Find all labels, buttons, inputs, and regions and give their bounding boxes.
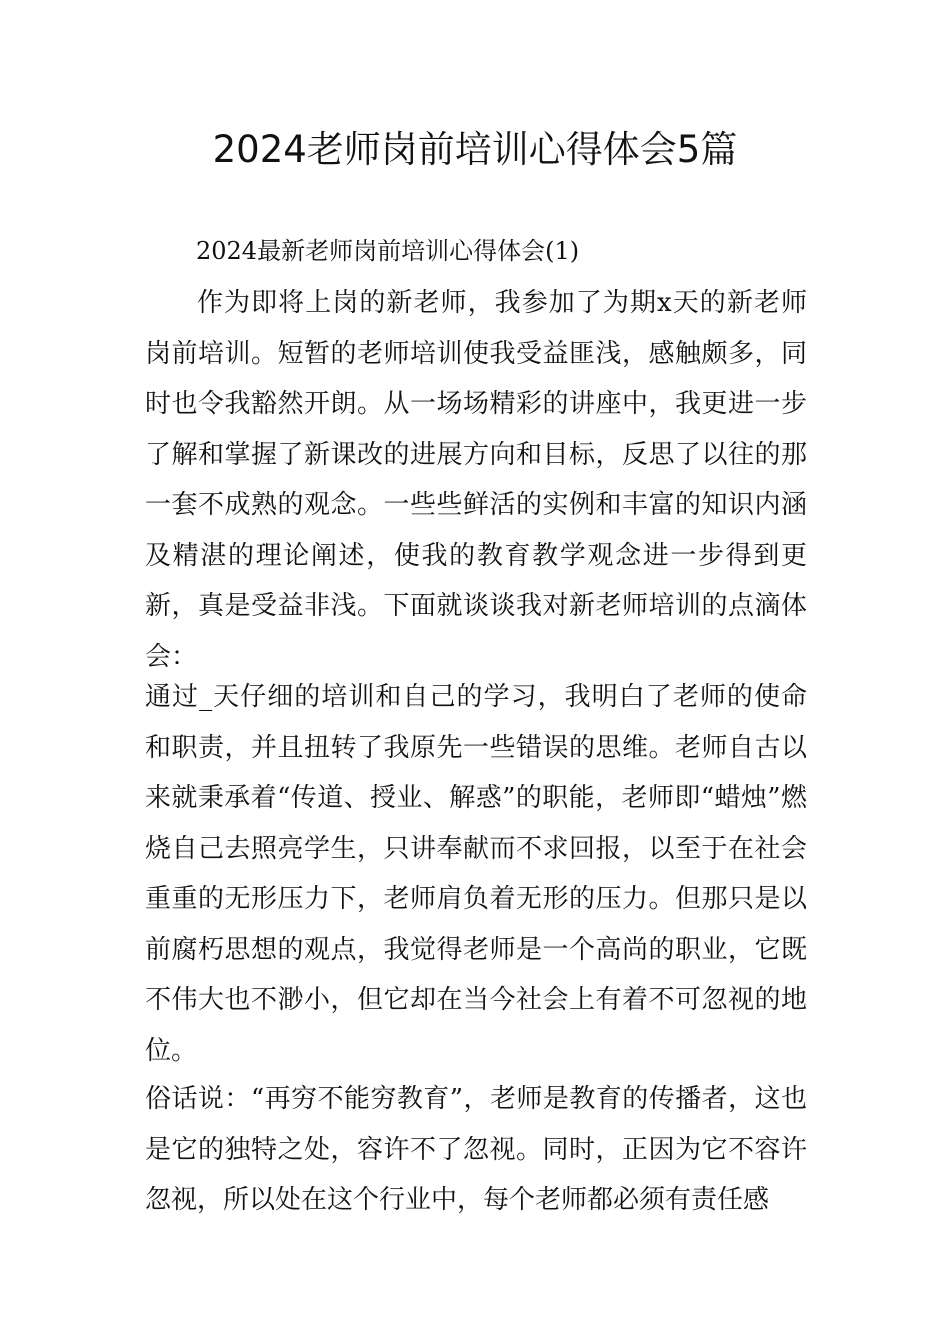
section-subtitle: 2024最新老师岗前培训心得体会(1) <box>196 237 580 265</box>
paragraph-mission: 通过_天仔细的培训和自己的学习，我明白了老师的使命和职责，并且扭转了我原先一些错误的思维。老师自古以来就秉承着“传道、授业、解惑”的职能，老师即“蜡烛”燃烧自己去照亮学生，只讲奉献而不求回报，以至于在社会重重的无形压力下，老师肩负着无形的压力。但那只是以前腐朽思想的观点，我觉得老师是一个高尚的职业，它既不伟大也不渺小，但它却在当今社会上有着不可忽视的地位。 <box>145 682 807 1066</box>
page-title: 2024老师岗前培训心得体会5篇 <box>212 128 738 171</box>
paragraph-proverb: 俗话说：“再穷不能穷教育”，老师是教育的传播者，这也是它的独特之处，容许不了忽视。同时，正因为它不容许忽视，所以处在这个行业中，每个老师都必须有责任感 <box>145 1084 807 1215</box>
paragraph-intro: 作为即将上岗的新老师，我参加了为期x天的新老师岗前培训。短暂的老师培训使我受益匪浅，感触颇多，同时也令我豁然开朗。从一场场精彩的讲座中，我更进一步了解和掌握了新课改的进展方向和目标，反思了以往的那一套不成熟的观念。一些些鲜活的实例和丰富的知识内涵及精湛的理论阐述，使我的教育教学观念进一步得到更新，真是受益非浅。下面就谈谈我对新老师培训的点滴体会： <box>145 288 807 672</box>
